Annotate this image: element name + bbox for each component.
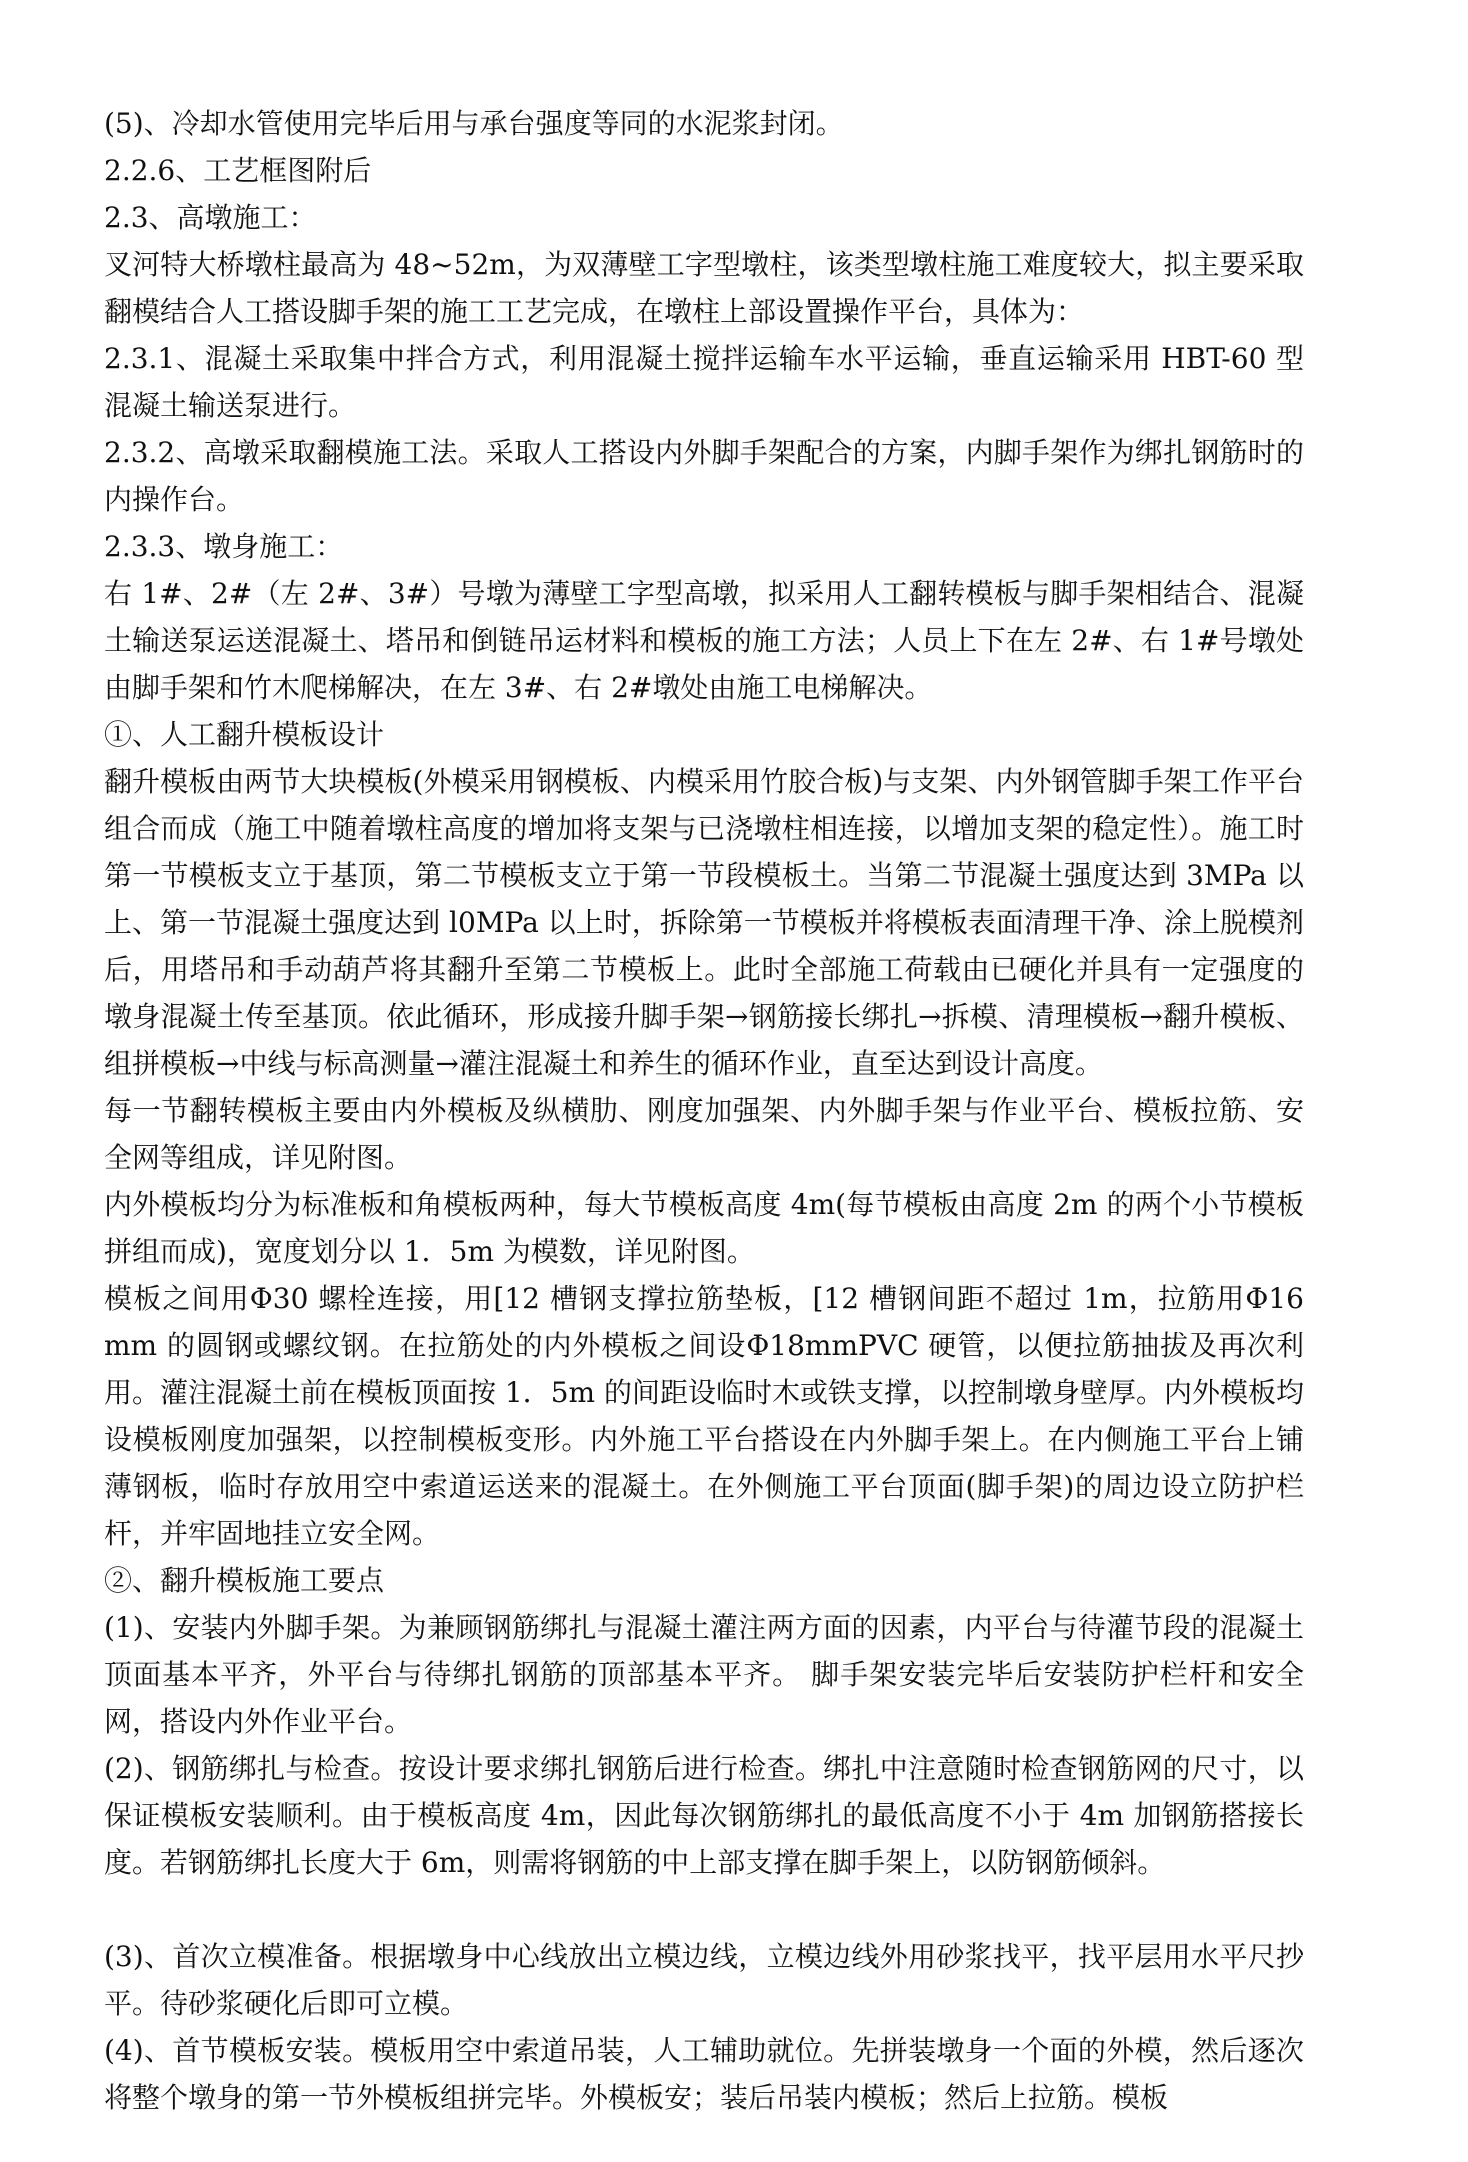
heading-2-3-high-pier-construction: 2.3、高墩施工： bbox=[104, 201, 317, 234]
paragraph-2-3-2-climbing-formwork: 2.3.2、高墩采取翻模施工法。采取人工搭设内外脚手架配合的方案，内脚手架作为绑扎钢筋时的内操作台。 bbox=[104, 436, 1304, 516]
heading-formwork-design: ①、人工翻升模板设计 bbox=[104, 718, 385, 751]
paragraph-pier-construction-method: 右 1#、2#（左 2#、3#）号墩为薄壁工字型高墩，拟采用人工翻转模板与脚手架相结合、混凝土输送泵运送混凝土、塔吊和倒链吊运材料和模板的施工方法；人员上下在左 2#、右 1#号墩处由脚手架和竹木爬梯解决，在左 3#、右 2#墩处由施工电梯解决。 bbox=[104, 577, 1304, 704]
paragraph-step-4-first-section-install: (4)、首节模板安装。模板用空中索道吊装，人工辅助就位。先拼装墩身一个面的外模，然后逐次将整个墩身的第一节外模板组拼完毕。外模板安；装后吊装内模板；然后上拉筋。模板 bbox=[104, 2034, 1304, 2114]
paragraph-formwork-composition: 翻升模板由两节大块模板(外模采用钢模板、内模采用竹胶合板)与支架、内外钢管脚手架工作平台组合而成（施工中随着墩柱高度的增加将支架与已浇墩柱相连接，以增加支架的稳定性）。施工时第一节模板支立于基顶，第二节模板支立于第一节段模板土。当第二节混凝土强度达到 3MPa 以上、第一节混凝土强度达到 l0MPa 以上时，拆除第一节模板并将模板表面清理干净、涂上脱模剂后，用塔吊和手动葫芦将其翻升至第二节模板上。此时全部施工荷载由已硬化并具有一定强度的墩身混凝土传至基顶。依此循环，形成接升脚手架→钢筋接长绑扎→拆模、清理模板→翻升模板、组拼模板→中线与标高测量→灌注混凝土和养生的循环作业，直至达到设计高度。 bbox=[104, 765, 1304, 1080]
paragraph-step-3-first-formwork-prep: (3)、首次立模准备。根据墩身中心线放出立模边线，立模边线外用砂浆找平，找平层用水平尺抄平。待砂浆硬化后即可立模。 bbox=[104, 1940, 1304, 2020]
paragraph-formwork-connections: 模板之间用Φ30 螺栓连接，用[12 槽钢支撑拉筋垫板，[12 槽钢间距不超过 1m，拉筋用Φ16 mm 的圆钢或螺纹钢。在拉筋处的内外模板之间设Φ18mmPVC 硬管，以便拉筋抽拔及再次利用。灌注混凝土前在模板顶面按 1．5m 的间距设临时木或铁支撑，以控制墩身壁厚。内外模板均设模板刚度加强架，以控制模板变形。内外施工平台搭设在内外脚手架上。在内侧施工平台上铺薄钢板，临时存放用空中索道运送来的混凝土。在外侧施工平台顶面(脚手架)的周边设立防护栏杆，并牢固地挂立安全网。 bbox=[104, 1282, 1304, 1550]
heading-2-2-6-process-flowchart: 2.2.6、工艺框图附后 bbox=[104, 154, 372, 187]
paragraph-pier-overview: 叉河特大桥墩柱最高为 48~52m，为双薄壁工字型墩柱，该类型墩柱施工难度较大，拟主要采取翻模结合人工搭设脚手架的施工工艺完成，在墩柱上部设置操作平台，具体为： bbox=[104, 248, 1304, 328]
paragraph-step-2-rebar-binding: (2)、钢筋绑扎与检查。按设计要求绑扎钢筋后进行检查。绑扎中注意随时检查钢筋网的尺寸，以保证模板安装顺利。由于模板高度 4m，因此每次钢筋绑扎的最低高度不小于 4m 加钢筋搭接长度。若钢筋绑扎长度大于 6m，则需将钢筋的中上部支撑在脚手架上，以防钢筋倾斜。 bbox=[104, 1752, 1304, 1879]
paragraph-formwork-components: 每一节翻转模板主要由内外模板及纵横肋、刚度加强架、内外脚手架与作业平台、模板拉筋、安全网等组成，详见附图。 bbox=[104, 1094, 1304, 1174]
paragraph-cooling-pipe-sealing: (5)、冷却水管使用完毕后用与承台强度等同的水泥浆封闭。 bbox=[104, 107, 844, 140]
paragraph-formwork-panel-types: 内外模板均分为标准板和角模板两种，每大节模板高度 4m(每节模板由高度 2m 的两个小节模板拼组而成)，宽度划分以 1．5m 为模数，详见附图。 bbox=[104, 1188, 1304, 1268]
paragraph-2-3-1-concrete-mixing: 2.3.1、混凝土采取集中拌合方式，利用混凝土搅拌运输车水平运输，垂直运输采用 HBT-60 型混凝土输送泵进行。 bbox=[104, 342, 1304, 422]
document-body bbox=[104, 100, 1304, 2121]
paragraph-step-1-scaffolding: (1)、安装内外脚手架。为兼顾钢筋绑扎与混凝土灌注两方面的因素，内平台与待灌节段的混凝土顶面基本平齐，外平台与待绑扎钢筋的顶部基本平齐。 脚手架安装完毕后安装防护栏杆和安全网，搭设内外作业平台。 bbox=[104, 1611, 1304, 1738]
heading-2-3-3-pier-body-construction: 2.3.3、墩身施工： bbox=[104, 530, 344, 563]
heading-formwork-key-points: ②、翻升模板施工要点 bbox=[104, 1564, 385, 1597]
